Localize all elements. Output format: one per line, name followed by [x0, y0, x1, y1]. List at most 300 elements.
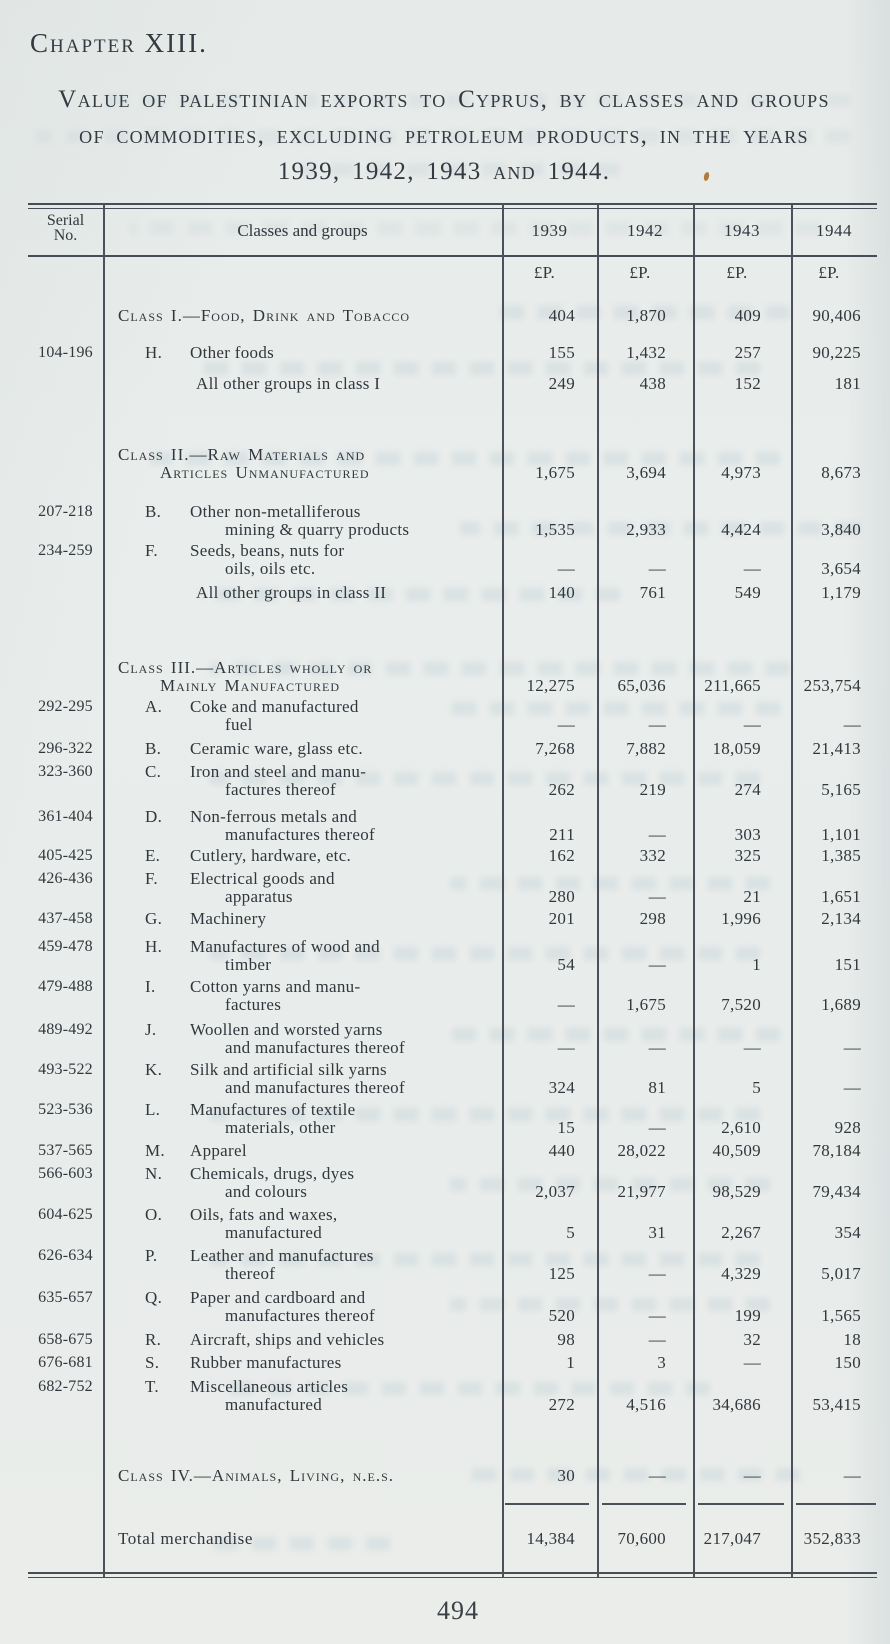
value-cell: 4,516	[626, 1395, 666, 1414]
value-cell: 2,933	[626, 520, 666, 539]
label-cell	[190, 1289, 502, 1325]
label-cell	[190, 763, 502, 799]
group-letter-cell: A.	[145, 697, 163, 716]
label-cell	[190, 1354, 502, 1372]
table-row	[28, 808, 877, 844]
serial-cell: 234-259	[38, 542, 93, 559]
value-cell: 140	[548, 583, 575, 602]
value-cell: 219	[639, 780, 666, 799]
serial-cell: 405-425	[38, 847, 93, 864]
table-row	[28, 978, 877, 1014]
table-row	[28, 847, 877, 865]
value-cell: 53,415	[812, 1395, 861, 1414]
serial-cell: 459-478	[38, 938, 93, 955]
value-cell: 2,134	[821, 909, 861, 928]
label-line: Apparel	[190, 1141, 247, 1160]
label-line: Aircraft, ships and vehicles	[190, 1330, 385, 1349]
class-heading-row	[28, 659, 877, 695]
label-line: All other groups in class II	[196, 583, 387, 602]
value-cell: 90,406	[812, 306, 861, 325]
value-cell: —	[843, 1078, 861, 1097]
group-letter-cell: T.	[145, 1377, 159, 1396]
label-line: Iron and steel and manu-	[190, 762, 367, 781]
group-letter-cell: I.	[145, 977, 156, 996]
value-cell: 5,017	[821, 1264, 861, 1283]
value-cell: —	[743, 1353, 761, 1372]
table-row	[28, 870, 877, 906]
value-cell: 21,977	[617, 1182, 666, 1201]
value-cell: —	[648, 887, 666, 906]
label-line: manufactured	[225, 1395, 323, 1414]
table-row	[28, 1247, 877, 1283]
table-row	[28, 1165, 877, 1201]
group-letter-cell: B.	[145, 502, 162, 521]
value-cell: 155	[548, 343, 575, 362]
group-letter-cell: H.	[145, 937, 163, 956]
label-line: Oils, fats and waxes,	[190, 1205, 338, 1224]
total-separator	[698, 1503, 784, 1505]
value-cell: 150	[834, 1353, 861, 1372]
label-line: Leather and manufactures	[190, 1246, 374, 1265]
value-cell: 1,651	[821, 887, 861, 906]
value-cell: 79,434	[812, 1182, 861, 1201]
value-cell: 409	[734, 306, 761, 325]
value-cell: —	[648, 1118, 666, 1137]
serial-cell: 658-675	[38, 1331, 93, 1348]
group-letter-cell: Q.	[145, 1288, 163, 1307]
label-line: factures thereof	[225, 780, 336, 799]
value-cell: 354	[834, 1223, 861, 1242]
group-letter-cell: J.	[145, 1020, 157, 1039]
label-cell	[190, 1101, 502, 1137]
label-line: Articles Unmanufactured	[160, 463, 370, 482]
label-cell	[190, 938, 502, 974]
total-separator	[505, 1503, 589, 1505]
value-cell: 325	[734, 846, 761, 865]
serial-cell: 361-404	[38, 808, 93, 825]
value-cell: 4,424	[721, 520, 761, 539]
label-cell	[103, 307, 502, 325]
value-cell: 7,520	[721, 995, 761, 1014]
value-cell: 18	[843, 1330, 861, 1349]
value-cell: 18,059	[712, 739, 761, 758]
chapter-heading: Chapter XIII.	[30, 28, 208, 58]
value-cell: £P.	[818, 263, 840, 282]
value-cell: —	[743, 559, 761, 578]
class-heading-row	[28, 446, 877, 482]
label-line: and manufactures thereof	[225, 1038, 405, 1057]
value-cell: 440	[548, 1141, 575, 1160]
label-line: fuel	[225, 715, 253, 734]
table-row	[28, 344, 877, 362]
label-line: Machinery	[190, 909, 267, 928]
value-cell: 21	[743, 887, 761, 906]
value-cell: 761	[639, 583, 666, 602]
value-cell: 549	[734, 583, 761, 602]
label-line: Manufactures of wood and	[190, 937, 380, 956]
serial-cell: 682-752	[38, 1378, 93, 1395]
value-cell: 3,694	[626, 463, 666, 482]
value-cell: —	[743, 1466, 761, 1485]
value-cell: 181	[834, 374, 861, 393]
value-cell: 520	[548, 1306, 575, 1325]
label-cell	[190, 1165, 502, 1201]
group-letter-cell: O.	[145, 1205, 163, 1224]
serial-cell: 523-536	[38, 1101, 93, 1118]
label-line: Woollen and worsted yarns	[190, 1020, 383, 1039]
value-cell: —	[648, 955, 666, 974]
label-line: Non-ferrous metals and	[190, 807, 358, 826]
value-cell: 2,610	[721, 1118, 761, 1137]
value-cell: 3	[657, 1353, 666, 1372]
value-cell: 257	[734, 343, 761, 362]
table-rule-top	[28, 208, 877, 210]
value-cell: 31	[648, 1223, 666, 1242]
value-cell: 303	[734, 825, 761, 844]
value-cell: 12,275	[526, 676, 575, 695]
value-cell: 1	[566, 1353, 575, 1372]
label-cell	[190, 1021, 502, 1057]
table-row	[28, 1021, 877, 1057]
value-cell: —	[648, 1466, 666, 1485]
label-cell	[190, 870, 502, 906]
value-cell: 324	[548, 1078, 575, 1097]
value-cell: 78,184	[812, 1141, 861, 1160]
value-cell: 30	[557, 1466, 575, 1485]
value-cell: —	[648, 1330, 666, 1349]
label-cell	[190, 1247, 502, 1283]
label-line: thereof	[225, 1264, 276, 1283]
value-cell: 1,675	[535, 463, 575, 482]
label-line: Ceramic ware, glass etc.	[190, 739, 363, 758]
value-cell: —	[648, 1264, 666, 1283]
table-row	[28, 1289, 877, 1325]
label-cell	[190, 740, 502, 758]
value-cell: 162	[548, 846, 575, 865]
table-row	[28, 503, 877, 539]
table-rule-bottom	[28, 1577, 877, 1579]
value-cell: 70,600	[617, 1529, 666, 1548]
value-cell: 211	[549, 825, 575, 844]
value-cell: 81	[648, 1078, 666, 1097]
value-cell: 3,840	[821, 520, 861, 539]
value-cell: —	[557, 559, 575, 578]
total-separator	[602, 1503, 686, 1505]
serial-col-header-line: No.	[53, 227, 78, 244]
serial-cell: 604-625	[38, 1206, 93, 1223]
value-cell: —	[743, 1038, 761, 1057]
label-line: apparatus	[225, 887, 293, 906]
value-cell: 15	[557, 1118, 575, 1137]
label-cell	[190, 1378, 502, 1414]
serial-cell: 635-657	[38, 1289, 93, 1306]
value-cell: 14,384	[526, 1529, 575, 1548]
label-line: factures	[225, 995, 282, 1014]
value-cell: 274	[734, 780, 761, 799]
label-line: materials, other	[225, 1118, 336, 1137]
value-cell: 34,686	[712, 1395, 761, 1414]
table-row	[28, 740, 877, 758]
label-line: timber	[225, 955, 272, 974]
label-line: All other groups in class I	[196, 374, 381, 393]
group-letter-cell: B.	[145, 739, 162, 758]
table-row	[28, 1061, 877, 1097]
year-col-header-1942: 1942	[627, 221, 663, 240]
serial-cell: 104-196	[38, 344, 93, 361]
value-cell: 404	[548, 306, 575, 325]
value-cell: 217,047	[703, 1529, 761, 1548]
value-cell: 8,673	[821, 463, 861, 482]
label-line: manufactured	[225, 1223, 323, 1242]
value-cell: —	[648, 825, 666, 844]
value-cell: 928	[834, 1118, 861, 1137]
table-row	[28, 698, 877, 734]
value-cell: 152	[734, 374, 761, 393]
serial-cell: 437-458	[38, 910, 93, 927]
label-cell	[190, 698, 502, 734]
subtotal-row	[28, 584, 877, 602]
label-line: Seeds, beans, nuts for	[190, 541, 345, 560]
label-line: Miscellaneous articles	[190, 1377, 349, 1396]
label-cell	[190, 503, 502, 539]
value-cell: 272	[548, 1395, 575, 1414]
value-cell: £P.	[629, 263, 651, 282]
value-cell: 32	[743, 1330, 761, 1349]
table-row	[28, 1206, 877, 1242]
value-cell: 332	[639, 846, 666, 865]
serial-cell: 493-522	[38, 1061, 93, 1078]
value-cell: 2,267	[721, 1223, 761, 1242]
table-row	[28, 1101, 877, 1137]
value-cell: 125	[548, 1264, 575, 1283]
group-letter-cell: G.	[145, 909, 163, 928]
label-line: Paper and cardboard and	[190, 1288, 366, 1307]
value-cell: 1,675	[626, 995, 666, 1014]
value-cell: —	[648, 1038, 666, 1057]
value-cell: —	[648, 1306, 666, 1325]
value-cell: —	[557, 995, 575, 1014]
value-cell: £P.	[726, 263, 748, 282]
label-line: Other foods	[190, 343, 275, 362]
title-line-2: of commodities, excluding petroleum products, in the years	[79, 122, 809, 149]
label-line: Class II.—Raw Materials and	[118, 445, 366, 464]
label-cell	[103, 446, 502, 482]
value-cell: 4,973	[721, 463, 761, 482]
value-cell: 1,432	[626, 343, 666, 362]
label-cell	[103, 1530, 502, 1548]
value-cell: 40,509	[712, 1141, 761, 1160]
group-letter-cell: F.	[145, 869, 158, 888]
value-cell: 28,022	[617, 1141, 666, 1160]
serial-cell: 207-218	[38, 503, 93, 520]
value-cell: 4,329	[721, 1264, 761, 1283]
value-cell: 21,413	[812, 739, 861, 758]
value-cell: 151	[834, 955, 861, 974]
label-cell	[190, 808, 502, 844]
currency-units-row	[28, 264, 877, 282]
table-row	[28, 763, 877, 799]
label-cell	[190, 1206, 502, 1242]
value-cell: 1,101	[821, 825, 861, 844]
value-cell: 1,996	[721, 909, 761, 928]
group-letter-cell: E.	[145, 846, 161, 865]
label-cell	[190, 1331, 502, 1349]
label-line: oils, oils etc.	[225, 559, 316, 578]
value-cell: —	[557, 1038, 575, 1057]
table-rule-bottom	[28, 1572, 877, 1574]
class-heading-row	[28, 1467, 877, 1485]
title-line-1: Value of palestinian exports to Cyprus, by classes and groups	[58, 86, 830, 113]
label-line: Coke and manufactured	[190, 697, 359, 716]
serial-cell: 323-360	[38, 763, 93, 780]
classes-col-header: Classes and groups	[237, 221, 368, 240]
value-cell: 1	[752, 955, 761, 974]
label-line: Class IV.—Animals, Living, n.e.s.	[118, 1466, 395, 1485]
group-letter-cell: M.	[145, 1141, 165, 1160]
serial-cell: 292-295	[38, 698, 93, 715]
label-cell	[190, 978, 502, 1014]
value-cell: 199	[734, 1306, 761, 1325]
value-cell: 1,870	[626, 306, 666, 325]
label-line: mining & quarry products	[225, 520, 410, 539]
table-rule-top	[28, 203, 877, 205]
value-cell: 262	[548, 780, 575, 799]
table-row	[28, 1354, 877, 1372]
value-cell: 1,535	[535, 520, 575, 539]
subtotal-row	[28, 375, 877, 393]
table-row	[28, 910, 877, 928]
value-cell: 3,654	[821, 559, 861, 578]
group-letter-cell: R.	[145, 1330, 162, 1349]
value-cell: 1,565	[821, 1306, 861, 1325]
label-line: Silk and artificial silk yarns	[190, 1060, 387, 1079]
label-cell	[190, 542, 502, 578]
label-line: Cotton yarns and manu-	[190, 977, 361, 996]
label-cell	[190, 910, 502, 928]
year-col-header-1939: 1939	[531, 221, 568, 240]
label-cell	[103, 1467, 502, 1485]
label-line: Chemicals, drugs, dyes	[190, 1164, 355, 1183]
title-line-3: 1939, 1942, 1943 and 1944.	[277, 158, 611, 185]
serial-cell: 479-488	[38, 978, 93, 995]
value-cell: 7,268	[535, 739, 575, 758]
group-letter-cell: D.	[145, 807, 163, 826]
value-cell: —	[743, 715, 761, 734]
value-cell: 98,529	[712, 1182, 761, 1201]
label-line: and colours	[225, 1182, 308, 1201]
label-cell	[103, 375, 502, 393]
value-cell: 352,833	[803, 1529, 861, 1548]
page-number: 494	[437, 1596, 479, 1625]
value-cell: —	[557, 715, 575, 734]
label-line: Mainly Manufactured	[160, 676, 341, 695]
value-cell: 98	[557, 1330, 575, 1349]
label-line: Class III.—Articles wholly or	[118, 658, 373, 677]
total-row	[28, 1530, 877, 1548]
group-letter-cell: C.	[145, 762, 162, 781]
value-cell: 280	[548, 887, 575, 906]
year-col-header-1944: 1944	[816, 221, 852, 240]
value-cell: 5	[752, 1078, 761, 1097]
table-title	[26, 82, 862, 190]
value-cell: 90,225	[812, 343, 861, 362]
group-letter-cell: K.	[145, 1060, 163, 1079]
value-cell: —	[648, 559, 666, 578]
value-cell: 65,036	[617, 676, 666, 695]
value-cell: 54	[557, 955, 575, 974]
group-letter-cell: P.	[145, 1246, 158, 1265]
serial-cell: 537-565	[38, 1142, 93, 1159]
serial-cell: 489-492	[38, 1021, 93, 1038]
value-cell: 1,689	[821, 995, 861, 1014]
label-cell	[190, 847, 502, 865]
value-cell: 2,037	[535, 1182, 575, 1201]
serial-cell: 296-322	[38, 740, 93, 757]
label-line: Total merchandise	[118, 1529, 254, 1548]
group-letter-cell: S.	[145, 1353, 160, 1372]
label-line: Other non-metalliferous	[190, 502, 361, 521]
label-line: Class I.—Food, Drink and Tobacco	[118, 306, 410, 325]
total-separator	[796, 1503, 876, 1505]
value-cell: 298	[639, 909, 666, 928]
value-cell: 5	[566, 1223, 575, 1242]
label-line: and manufactures thereof	[225, 1078, 405, 1097]
table-row	[28, 1331, 877, 1349]
table-row	[28, 1378, 877, 1414]
label-line: manufactures thereof	[225, 825, 375, 844]
serial-col-header-line: Serial	[46, 212, 85, 229]
value-cell: —	[843, 1466, 861, 1485]
value-cell: £P.	[533, 263, 556, 282]
label-line: Rubber manufactures	[190, 1353, 342, 1372]
label-line: manufactures thereof	[225, 1306, 375, 1325]
group-letter-cell: H.	[145, 343, 163, 362]
group-letter-cell: L.	[145, 1100, 161, 1119]
value-cell: 7,882	[626, 739, 666, 758]
serial-cell: 426-436	[38, 870, 93, 887]
serial-cell: 566-603	[38, 1165, 93, 1182]
value-cell: 211,665	[704, 676, 761, 695]
value-cell: 253,754	[803, 676, 861, 695]
serial-cell: 676-681	[38, 1354, 93, 1371]
label-cell	[190, 344, 502, 362]
group-letter-cell: F.	[145, 541, 158, 560]
value-cell: 5,165	[821, 780, 861, 799]
value-cell: 1,179	[821, 583, 861, 602]
value-cell: —	[843, 1038, 861, 1057]
value-cell: 1,385	[821, 846, 861, 865]
table-row	[28, 938, 877, 974]
group-letter-cell: N.	[145, 1164, 163, 1183]
value-cell: —	[843, 715, 861, 734]
table-row	[28, 1142, 877, 1160]
value-cell: 249	[548, 374, 575, 393]
year-col-header-1943: 1943	[724, 221, 760, 240]
serial-col-header	[28, 213, 103, 243]
table-rule-header	[28, 255, 877, 257]
label-cell	[103, 659, 502, 695]
value-cell: —	[648, 715, 666, 734]
label-line: Manufactures of textile	[190, 1100, 356, 1119]
label-cell	[103, 584, 502, 602]
label-cell	[190, 1142, 502, 1160]
label-line: Electrical goods and	[190, 869, 335, 888]
label-line: Cutlery, hardware, etc.	[190, 846, 352, 865]
value-cell: 438	[639, 374, 666, 393]
class-heading-row	[28, 307, 877, 325]
value-cell: 201	[548, 909, 575, 928]
serial-cell: 626-634	[38, 1247, 93, 1264]
